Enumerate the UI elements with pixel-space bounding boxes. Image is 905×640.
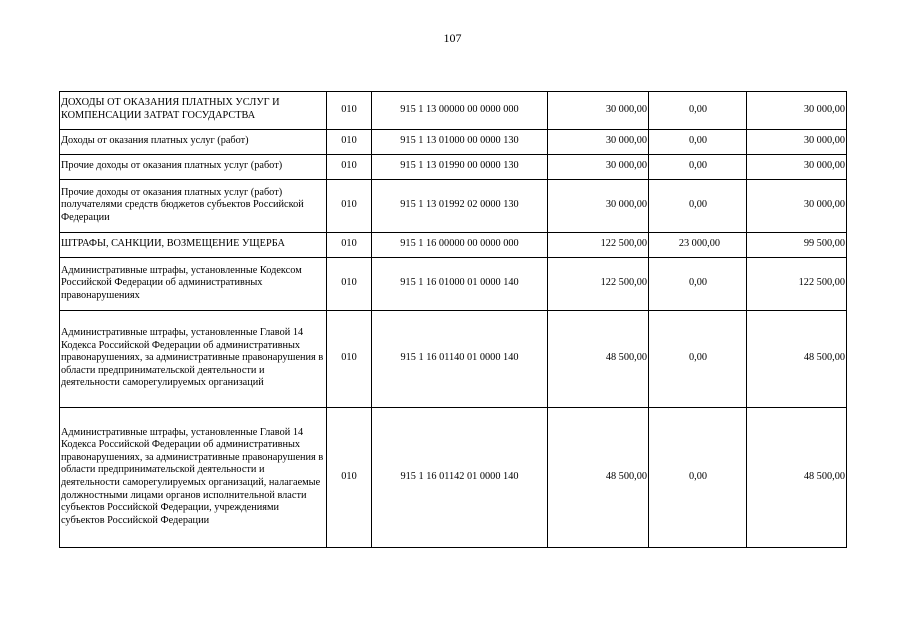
row-budget-code: 915 1 16 01142 01 0000 140 xyxy=(372,408,548,548)
table-row xyxy=(60,155,847,180)
row-executed: 0,00 xyxy=(649,311,747,408)
row-line-code: 010 xyxy=(327,130,372,155)
row-executed: 23 000,00 xyxy=(649,233,747,258)
row-approved: 30 000,00 xyxy=(548,180,649,233)
row-approved: 122 500,00 xyxy=(548,258,649,311)
row-budget-code: 915 1 16 01140 01 0000 140 xyxy=(372,311,548,408)
row-name: Административные штрафы, установленные Главой 14 Кодекса Российской Федерации об административных правонарушениях, за административные правонарушения в области предпринимательской деятельности и деятельности саморегулируемых организаций, налагаемые должностными лицами органов исполнительной власти субъектов Российской Федерации, учреждениями субъектов Российской Федерации xyxy=(60,408,327,548)
row-unexecuted: 99 500,00 xyxy=(747,233,847,258)
row-unexecuted: 30 000,00 xyxy=(747,130,847,155)
row-name: ДОХОДЫ ОТ ОКАЗАНИЯ ПЛАТНЫХ УСЛУГ И КОМПЕНСАЦИИ ЗАТРАТ ГОСУДАРСТВА xyxy=(60,92,327,130)
row-approved: 48 500,00 xyxy=(548,408,649,548)
row-executed: 0,00 xyxy=(649,92,747,130)
row-approved: 30 000,00 xyxy=(548,130,649,155)
row-line-code: 010 xyxy=(327,311,372,408)
table-row xyxy=(60,258,847,311)
row-name: Административные штрафы, установленные Главой 14 Кодекса Российской Федерации об административных правонарушениях, за административные правонарушения в области предпринимательской деятельности и деятельности саморегулируемых организаций xyxy=(60,311,327,408)
row-line-code: 010 xyxy=(327,92,372,130)
row-line-code: 010 xyxy=(327,258,372,311)
row-budget-code: 915 1 13 01990 00 0000 130 xyxy=(372,155,548,180)
table-row xyxy=(60,311,847,408)
row-executed: 0,00 xyxy=(649,408,747,548)
row-line-code: 010 xyxy=(327,233,372,258)
revenue-table xyxy=(59,91,847,548)
row-budget-code: 915 1 16 00000 00 0000 000 xyxy=(372,233,548,258)
row-unexecuted: 122 500,00 xyxy=(747,258,847,311)
row-executed: 0,00 xyxy=(649,155,747,180)
row-approved: 30 000,00 xyxy=(548,155,649,180)
row-line-code: 010 xyxy=(327,408,372,548)
row-name: Административные штрафы, установленные Кодексом Российской Федерации об административных правонарушениях xyxy=(60,258,327,311)
row-budget-code: 915 1 13 01992 02 0000 130 xyxy=(372,180,548,233)
row-budget-code: 915 1 13 01000 00 0000 130 xyxy=(372,130,548,155)
table-row xyxy=(60,92,847,130)
row-approved: 48 500,00 xyxy=(548,311,649,408)
row-unexecuted: 30 000,00 xyxy=(747,155,847,180)
table-row xyxy=(60,408,847,548)
table-row xyxy=(60,180,847,233)
table-row xyxy=(60,130,847,155)
row-approved: 122 500,00 xyxy=(548,233,649,258)
row-name: Прочие доходы от оказания платных услуг (работ) получателями средств бюджетов субъектов Российской Федерации xyxy=(60,180,327,233)
row-executed: 0,00 xyxy=(649,180,747,233)
row-name: Доходы от оказания платных услуг (работ) xyxy=(60,130,327,155)
row-unexecuted: 48 500,00 xyxy=(747,311,847,408)
row-budget-code: 915 1 16 01000 01 0000 140 xyxy=(372,258,548,311)
row-name: Прочие доходы от оказания платных услуг (работ) xyxy=(60,155,327,180)
row-executed: 0,00 xyxy=(649,258,747,311)
page-number: 107 xyxy=(443,31,462,45)
row-unexecuted: 30 000,00 xyxy=(747,180,847,233)
row-line-code: 010 xyxy=(327,155,372,180)
table-row xyxy=(60,233,847,258)
row-budget-code: 915 1 13 00000 00 0000 000 xyxy=(372,92,548,130)
row-executed: 0,00 xyxy=(649,130,747,155)
row-approved: 30 000,00 xyxy=(548,92,649,130)
row-line-code: 010 xyxy=(327,180,372,233)
row-name: ШТРАФЫ, САНКЦИИ, ВОЗМЕЩЕНИЕ УЩЕРБА xyxy=(60,233,327,258)
row-unexecuted: 48 500,00 xyxy=(747,408,847,548)
row-unexecuted: 30 000,00 xyxy=(747,92,847,130)
